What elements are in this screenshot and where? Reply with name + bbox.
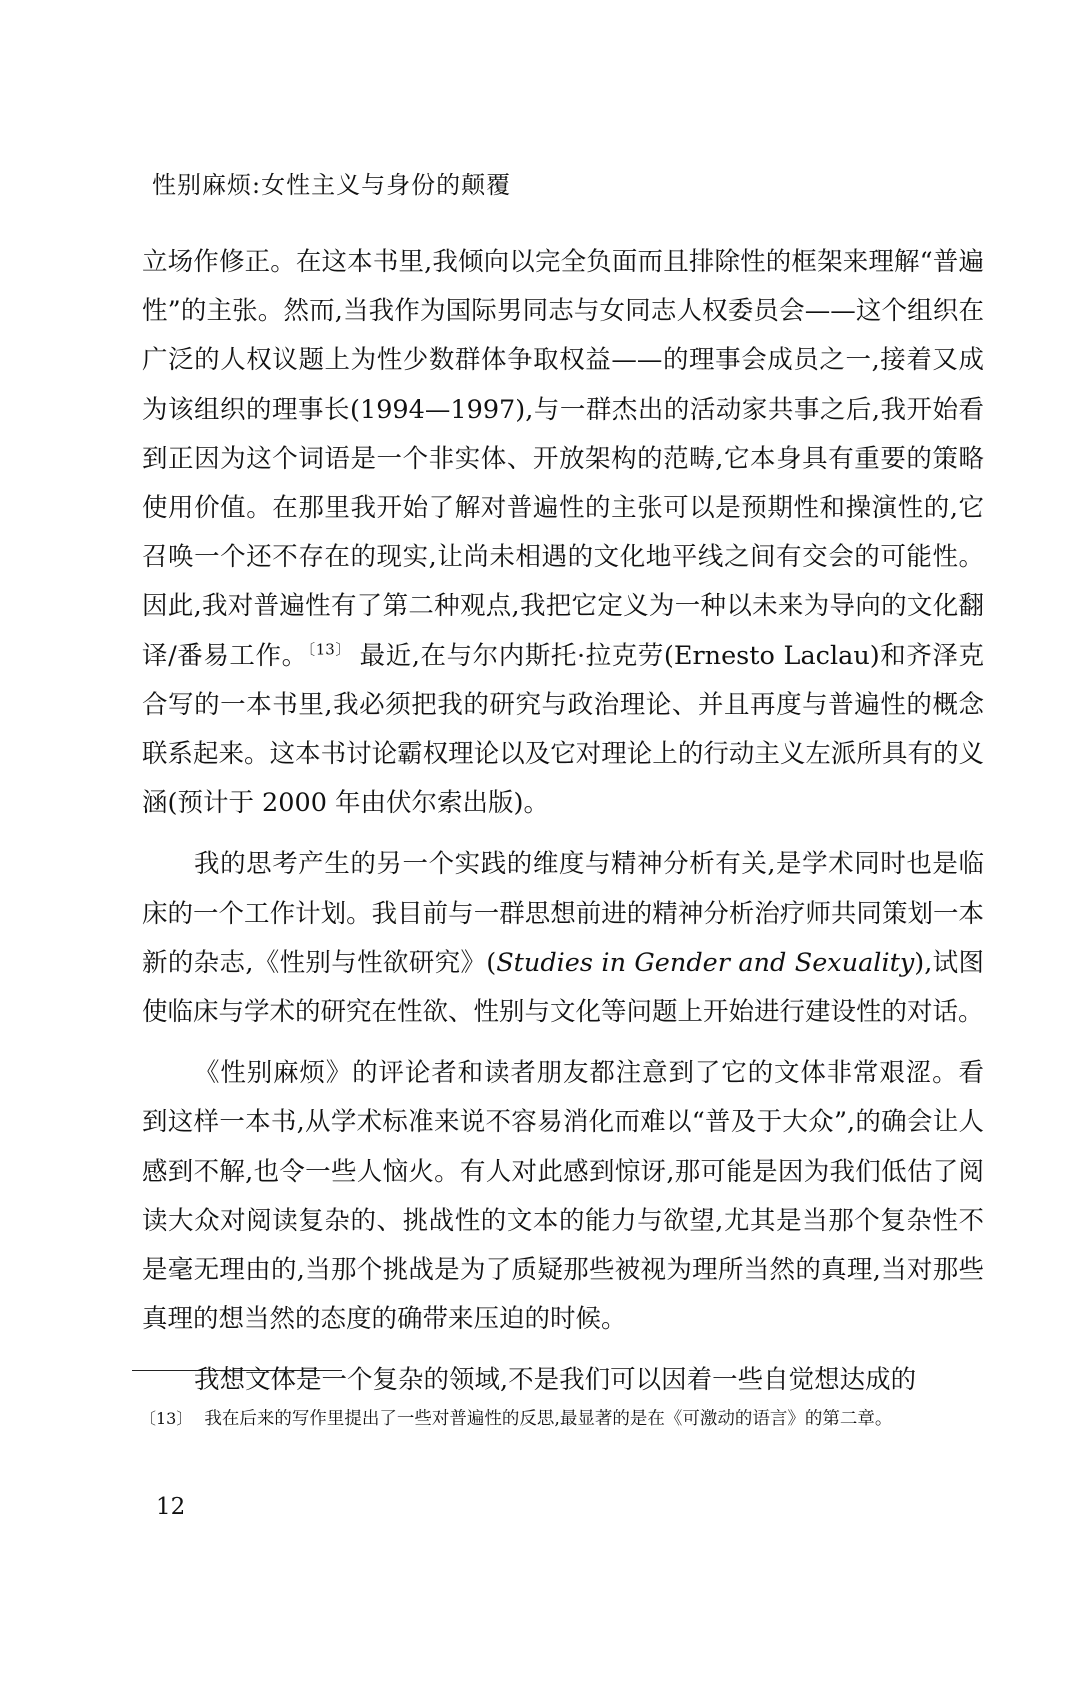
body-text xyxy=(142,238,984,1406)
paragraph-4: 我想文体是一个复杂的领域,不是我们可以因着一些自觉想达成的 xyxy=(194,1365,917,1396)
paragraph-1 xyxy=(142,238,984,828)
footnote-number: 〔13〕 xyxy=(140,1409,193,1428)
journal-title-english: Studies in Gender and Sexuality xyxy=(496,947,915,978)
paragraph-1-text-continued: 最近,在与尔内斯托·拉克劳(Ernesto Laclau)和齐泽克合写的一本书里,我必须把我的研究与政治理论、并且再度与普遍性的概念联系起来。这本书讨论霸权理论以及它对理论上的行动主义左派所具有的义涵(预计于 2000 年由伏尔索出版)。 xyxy=(142,640,985,819)
paragraph-1-text: 立场作修正。在这本书里,我倾向以完全负面而且排除性的框架来理解“普遍性”的主张。然而,当我作为国际男同志与女同志人权委员会——这个组织在广泛的人权议题上为性少数群体争取权益——的理事会成员之一,接着又成为该组织的理事长(1994—1997),与一群杰出的活动家共事之后,我开始看到正因为这个词语是一个非实体、开放架构的范畴,它本身具有重要的策略使用价值。在那里我开始了解对普遍性的主张可以是预期性和操演性的,它召唤一个还不存在的现实,让尚未相遇的文化地平线之间有交会的可能性。因此,我对普遍性有了第二种观点,我把它定义为一种以未来为导向的文化翻译/番易工作。 xyxy=(142,247,984,671)
footnote-divider xyxy=(132,1370,342,1371)
footnote xyxy=(140,1402,986,1436)
footnote-text: 我在后来的写作里提出了一些对普遍性的反思,最显著的是在《可激动的语言》的第二章。 xyxy=(204,1409,893,1429)
paragraph-2-text-continued: ),试图使临床与学术的研究在性欲、性别与文化等问题上开始进行建设性的对话。 xyxy=(142,947,984,1028)
paragraph-2 xyxy=(142,840,984,1037)
footnote-reference: 〔13〕 xyxy=(307,640,351,659)
running-header: 性别麻烦:女性主义与身份的颠覆 xyxy=(152,171,512,199)
paragraph-3: 《性别麻烦》的评论者和读者朋友都注意到了它的文体非常艰涩。看到这样一本书,从学术标准来说不容易消化而难以“普及于大众”,的确会让人感到不解,也令一些人恼火。有人对此感到惊讶,那可能是因为我们低估了阅读大众对阅读复杂的、挑战性的文本的能力与欲望,尤其是当那个复杂性不是毫无理由的,当那个挑战是为了质疑那些被视为理所当然的真理,当对那些真理的想当然的态度的确带来压迫的时候。 xyxy=(142,1058,984,1335)
page-number: 12 xyxy=(156,1494,186,1520)
paragraph-2-text: 我的思考产生的另一个实践的维度与精神分析有关,是学术同时也是临床的一个工作计划。我目前与一群思想前进的精神分析治疗师共同策划一本新的杂志,《性别与性欲研究》( xyxy=(142,849,984,978)
